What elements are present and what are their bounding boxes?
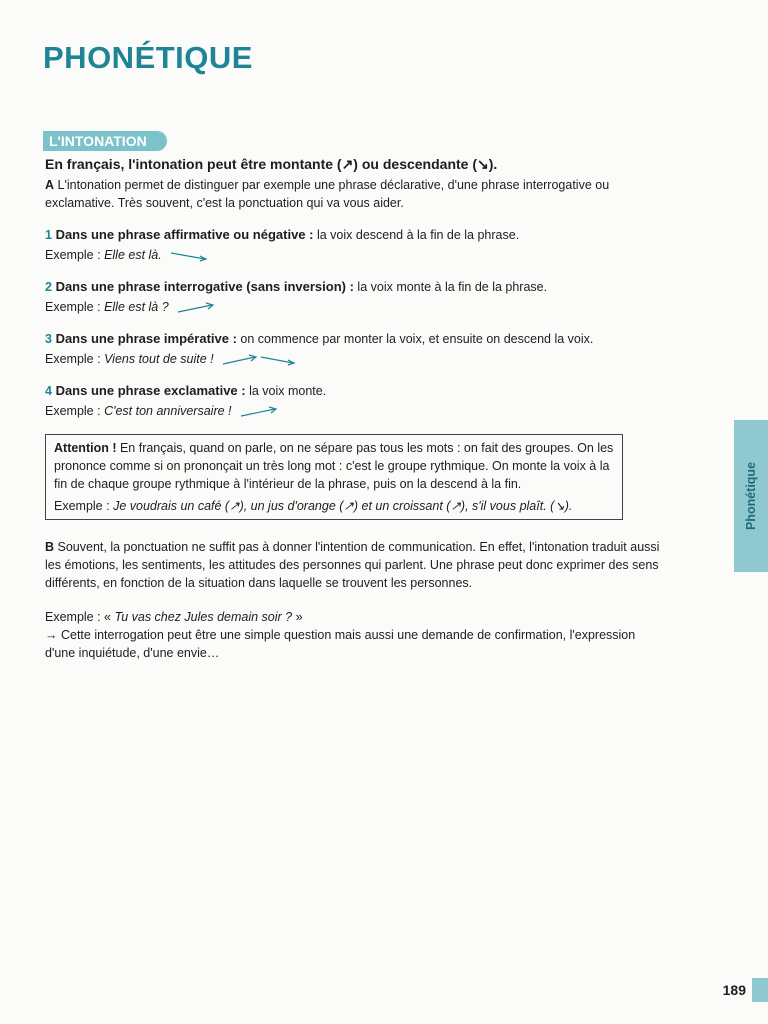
rule-desc: on commence par monter la voix, et ensuite on descend la voix. xyxy=(236,332,594,346)
rule-2 xyxy=(45,278,665,316)
paragraph-a xyxy=(45,176,665,212)
main-content xyxy=(45,155,665,662)
rule-number: 3 xyxy=(45,332,52,346)
lead-sentence: En français, l'intonation peut être montante (↗) ou descendante (↘). xyxy=(45,156,498,172)
final-example-close: » xyxy=(292,610,303,624)
rule-title: Dans une phrase affirmative ou négative : xyxy=(51,227,314,242)
example-text: C'est ton anniversaire ! xyxy=(104,404,232,418)
rule-4 xyxy=(45,382,665,420)
rule-desc: la voix descend à la fin de la phrase. xyxy=(313,228,520,242)
rule-1 xyxy=(45,226,665,264)
page-title: PHONÉTIQUE xyxy=(43,40,253,75)
example-label: Exemple : xyxy=(54,499,114,513)
final-example-quote: Tu vas chez Jules demain soir ? xyxy=(114,610,293,624)
final-note: → Cette interrogation peut être une simple question mais aussi une demande de confirmation, l'expression d'une inquiétude, d'une envie… xyxy=(45,628,636,660)
falling-intonation-arrow-icon xyxy=(169,250,209,262)
rule-number: 1 xyxy=(45,228,52,242)
rule-3 xyxy=(45,330,665,368)
rising-intonation-arrow-icon xyxy=(176,302,216,314)
rise-fall-intonation-arrow-icon xyxy=(221,354,297,366)
page-number-tab xyxy=(752,978,768,1002)
attention-example: Je voudrais un café (↗), un jus d'orange (↗) et un croissant (↗), s'il vous plaît. (↘). xyxy=(113,499,573,513)
example-label: Exemple : xyxy=(45,300,105,314)
example-label: Exemple : xyxy=(45,248,105,262)
paragraph-a-letter: A xyxy=(45,178,55,192)
section-tag: L'INTONATION xyxy=(43,131,167,151)
rule-desc: la voix monte. xyxy=(245,384,327,398)
attention-box xyxy=(45,434,623,520)
paragraph-b-letter: B xyxy=(45,540,55,554)
page-number: 189 xyxy=(722,982,746,998)
attention-text: En français, quand on parle, on ne sépare pas tous les mots : on fait des groupes. On les prononce comme si on prononçait un très long mot : c'est le groupe rythmique. On monte la voix à la fin de chaque groupe rythmique à l'intérieur de la phrase, puis on la descend à la fin. xyxy=(54,441,614,491)
rising-intonation-arrow-icon xyxy=(239,406,279,418)
paragraph-b-text: Souvent, la ponctuation ne suffit pas à donner l'intention de communication. En effet, l'intonation traduit aussi les émotions, les sentiments, les attitudes des personnes qui parlent. Une phrase peut donc exprimer des sens différents, en fonction de la situation dans laquelle se trouvent les personnes. xyxy=(45,540,660,590)
rule-number: 4 xyxy=(45,384,52,398)
side-tab xyxy=(734,420,768,572)
rule-title: Dans une phrase interrogative (sans inversion) : xyxy=(51,279,354,294)
example-text: Viens tout de suite ! xyxy=(104,352,214,366)
paragraph-a-text: L'intonation permet de distinguer par exemple une phrase déclarative, d'une phrase interrogative ou exclamative. Très souvent, c'est la ponctuation qui va vous aider. xyxy=(45,178,610,210)
final-example xyxy=(45,608,665,626)
side-tab-label: Phonétique xyxy=(744,461,758,531)
rule-number: 2 xyxy=(45,280,52,294)
rule-title: Dans une phrase exclamative : xyxy=(51,383,246,398)
example-text: Elle est là. xyxy=(104,248,162,262)
rule-title: Dans une phrase impérative : xyxy=(51,331,237,346)
final-example-label: Exemple : « xyxy=(45,610,115,624)
example-label: Exemple : xyxy=(45,404,105,418)
attention-label: Attention ! xyxy=(54,441,117,455)
example-label: Exemple : xyxy=(45,352,105,366)
paragraph-b xyxy=(45,538,665,592)
example-text: Elle est là ? xyxy=(104,300,169,314)
rule-desc: la voix monte à la fin de la phrase. xyxy=(353,280,548,294)
